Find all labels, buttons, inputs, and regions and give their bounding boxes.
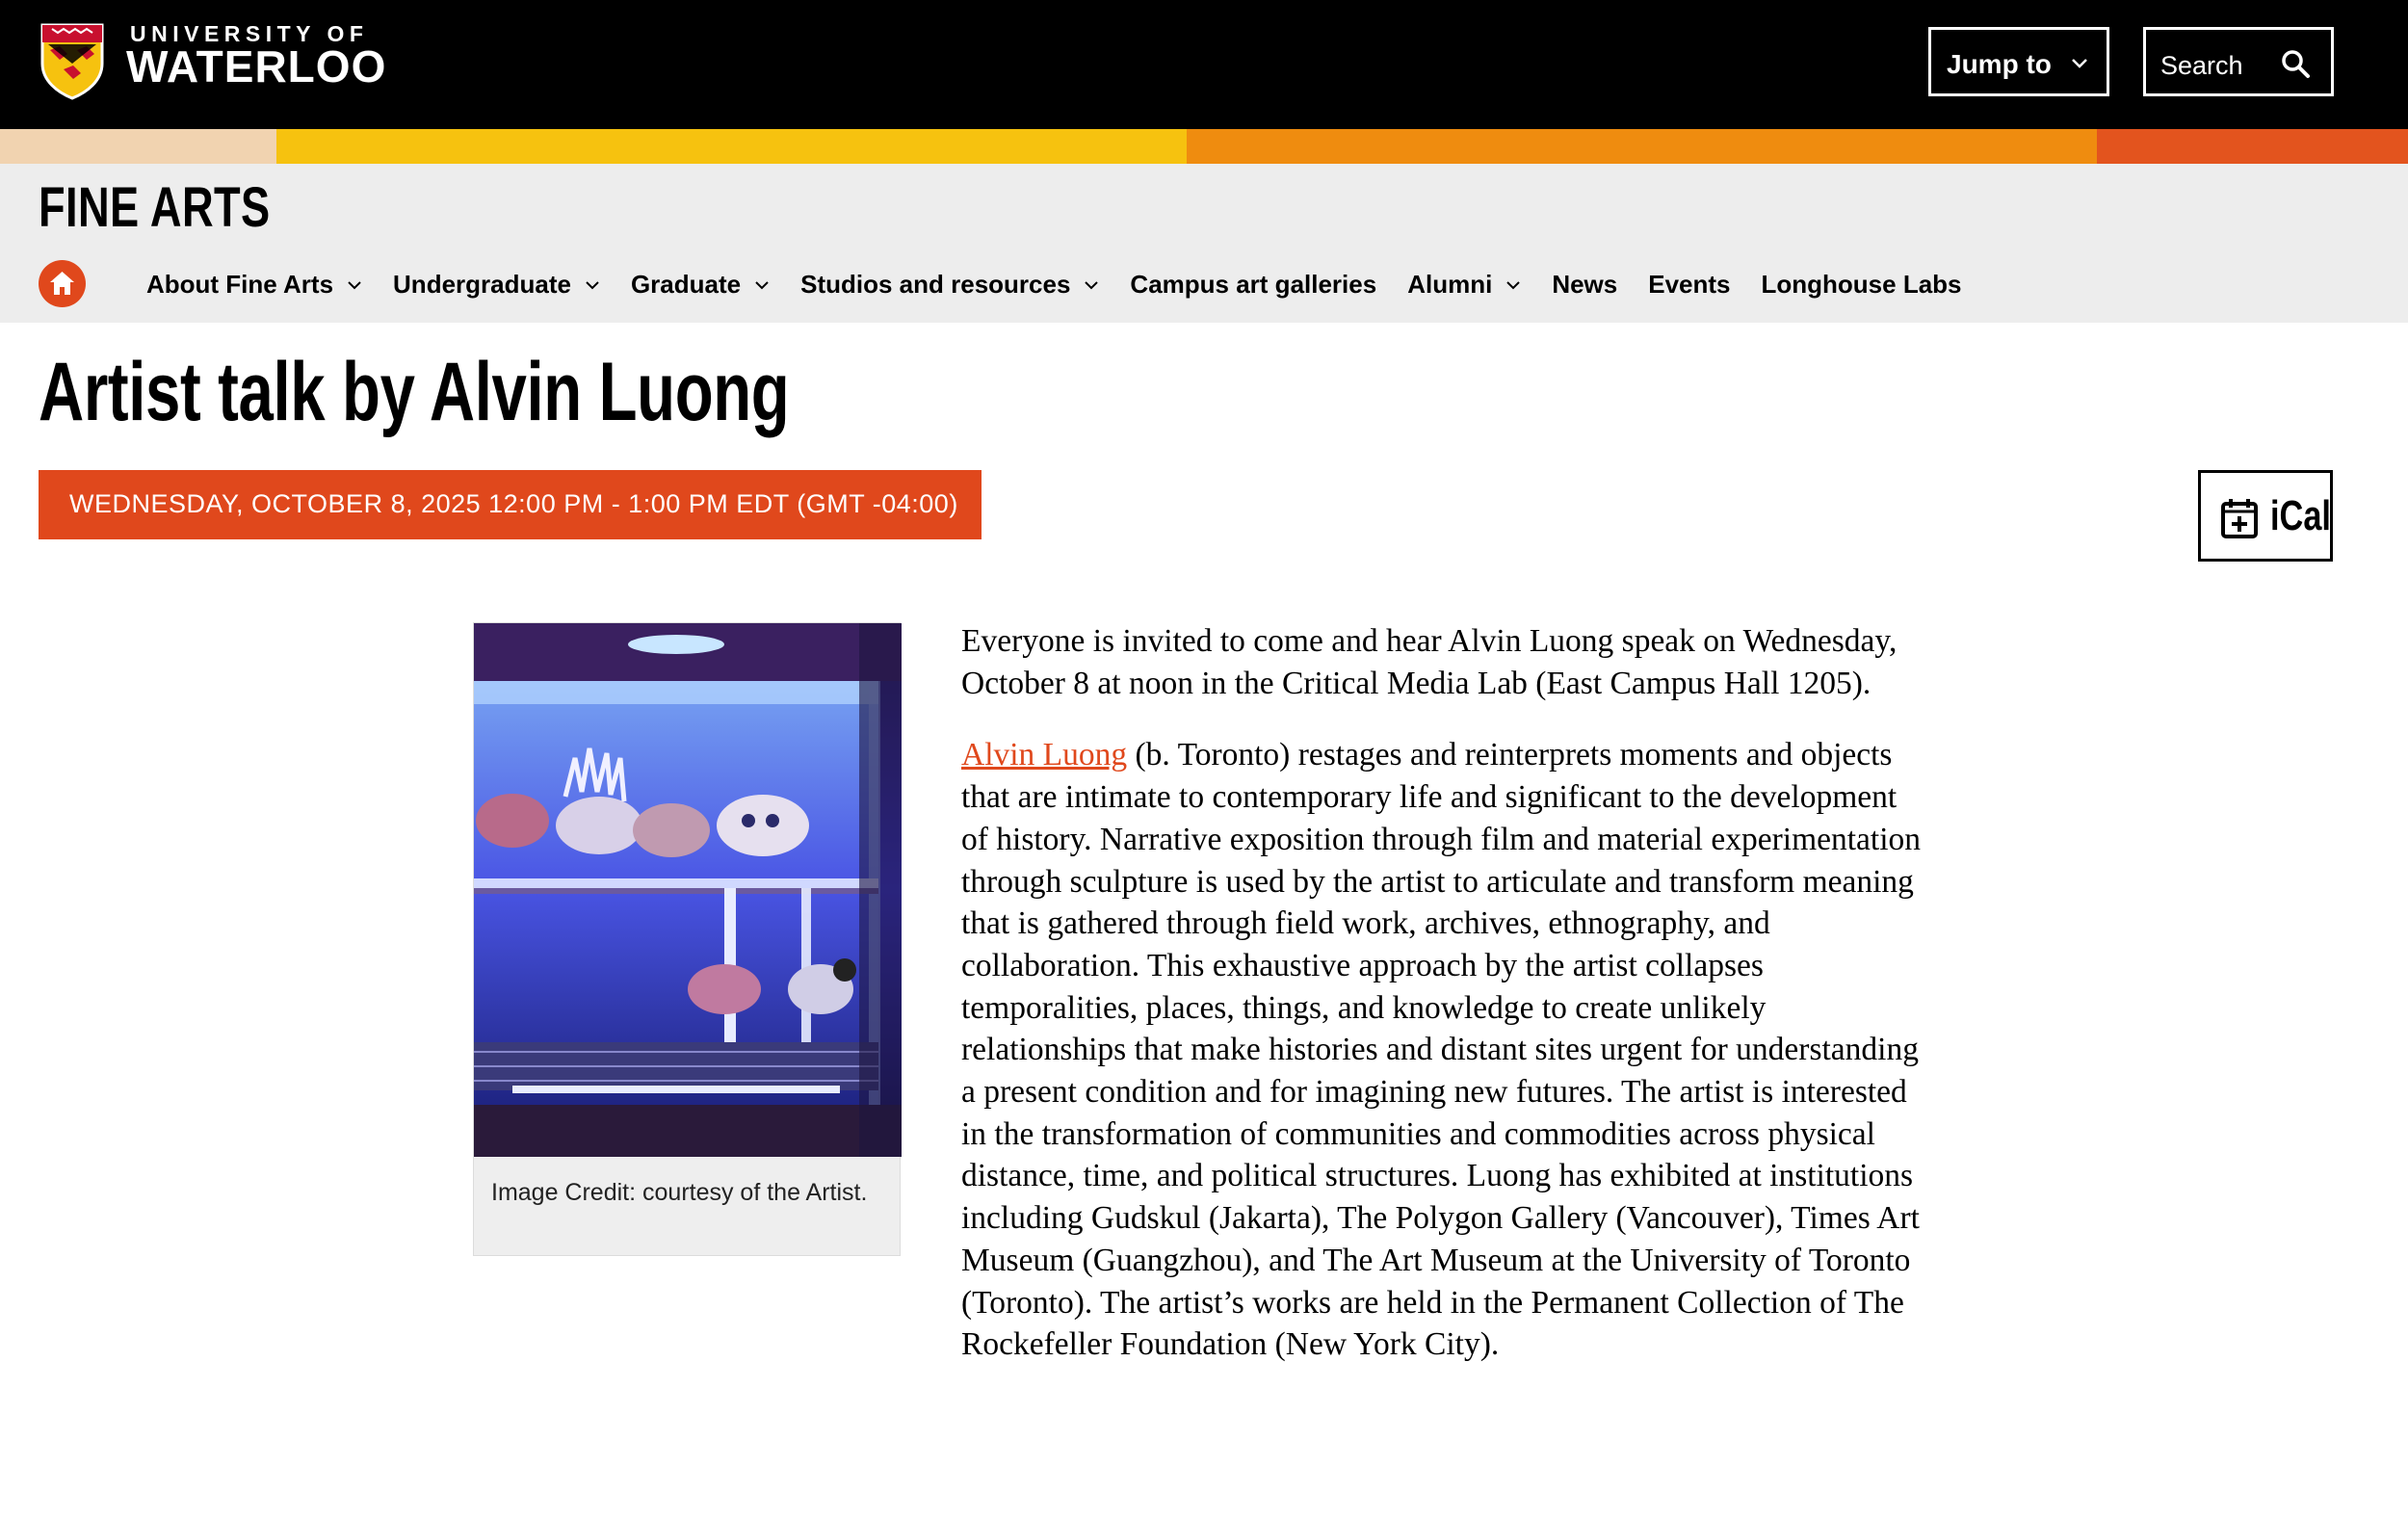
search-box[interactable] — [2143, 27, 2334, 96]
nav-item-events[interactable] — [1648, 270, 1730, 300]
nav-item-graduate[interactable] — [631, 270, 770, 300]
top-bar — [0, 0, 2408, 129]
event-image-figure — [473, 622, 901, 1256]
university-crest-icon[interactable] — [39, 21, 106, 100]
nav-item-label: News — [1552, 270, 1618, 299]
chevron-down-icon — [1084, 280, 1099, 290]
main-navigation — [146, 270, 1993, 300]
nav-item-news[interactable] — [1552, 270, 1617, 300]
chevron-down-icon — [754, 280, 770, 290]
nav-item-label: Campus art galleries — [1130, 270, 1377, 299]
nav-item-longhouse-labs[interactable] — [1762, 270, 1962, 300]
nav-item-label: Undergraduate — [393, 270, 571, 299]
nav-item-label: Events — [1648, 270, 1731, 299]
stripe-segment — [276, 129, 1187, 164]
jump-to-button[interactable] — [1928, 27, 2109, 96]
image-caption: Image Credit: courtesy of the Artist. — [491, 1179, 868, 1206]
nav-item-label: Longhouse Labs — [1761, 270, 1962, 299]
jump-to-label: Jump to — [1947, 49, 2052, 79]
home-icon — [49, 270, 75, 297]
chevron-down-icon — [585, 280, 600, 290]
nav-item-label: About Fine Arts — [146, 270, 334, 299]
event-description — [961, 620, 1924, 1366]
search-input[interactable]: Search — [2160, 51, 2243, 80]
nav-item-label: Studios and resources — [800, 270, 1071, 299]
nav-item-undergraduate[interactable] — [393, 270, 600, 300]
bio-text: (b. Toronto) restages and reinterprets moments and objects that are intimate to contemporary life and significant to the development of history. Narrative exposition through film and material experimentation through sculpture is used by the artist to articulate and transform meaning that is gathered through field work, archives, ethnography, and collaboration. This exhaustive approach by the artist collapses temporalities, places, things, and knowledge to create unlikely relationships that make histories and distant sites urgent for understanding a present condition and for imagining new futures. The artist is interested in the transformation of communities and commodities across physical distance, time, and political structures. Luong has exhibited at institutions including Gudskul (Jakarta), The Polygon Gallery (Vancouver), Times Art Museum (Guangzhou), and The Art Museum at the University of Toronto (Toronto). The artist’s works are held in the Permanent Collection of The Rockefeller Foundation (New York City). — [961, 737, 1922, 1363]
calendar-add-icon — [2220, 497, 2259, 539]
chevron-down-icon — [2070, 53, 2089, 72]
brand-line-2[interactable]: WATERLOO — [126, 41, 387, 92]
home-button[interactable] — [39, 260, 86, 307]
chevron-down-icon — [1505, 280, 1521, 290]
site-name[interactable]: FINE ARTS — [39, 176, 271, 239]
artist-link[interactable]: Alvin Luong — [961, 737, 1128, 773]
ical-label: iCal — [2270, 492, 2331, 539]
nav-item-campus-art-galleries[interactable] — [1130, 270, 1376, 300]
chevron-down-icon — [347, 280, 362, 290]
event-date: WEDNESDAY, OCTOBER 8, 2025 12:00 PM - 1:00 PM EDT (GMT -04:00) — [69, 489, 958, 518]
nav-item-studios-and-resources[interactable] — [800, 270, 1099, 300]
nav-item-alumni[interactable] — [1407, 270, 1521, 300]
nav-item-label: Alumni — [1407, 270, 1493, 299]
aquarium-photo — [474, 623, 902, 1157]
intro-paragraph: Everyone is invited to come and hear Alvin Luong speak on Wednesday, October 8 at noon in the Critical Media Lab (East Campus Hall 1205). — [961, 623, 1898, 701]
stripe-segment — [0, 129, 276, 164]
search-icon[interactable] — [2279, 47, 2312, 80]
stripe-segment — [1187, 129, 2097, 164]
nav-item-about-fine-arts[interactable] — [146, 270, 362, 300]
event-date-banner — [39, 470, 982, 539]
ical-button[interactable] — [2198, 470, 2333, 562]
page-title: Artist talk by Alvin Luong — [39, 346, 790, 438]
brand-line-1: UNIVERSITY OF — [130, 21, 369, 46]
stripe-segment — [2097, 129, 2408, 164]
bio-paragraph — [961, 734, 1924, 1366]
nav-item-label: Graduate — [630, 270, 742, 299]
site-header — [0, 164, 2408, 323]
